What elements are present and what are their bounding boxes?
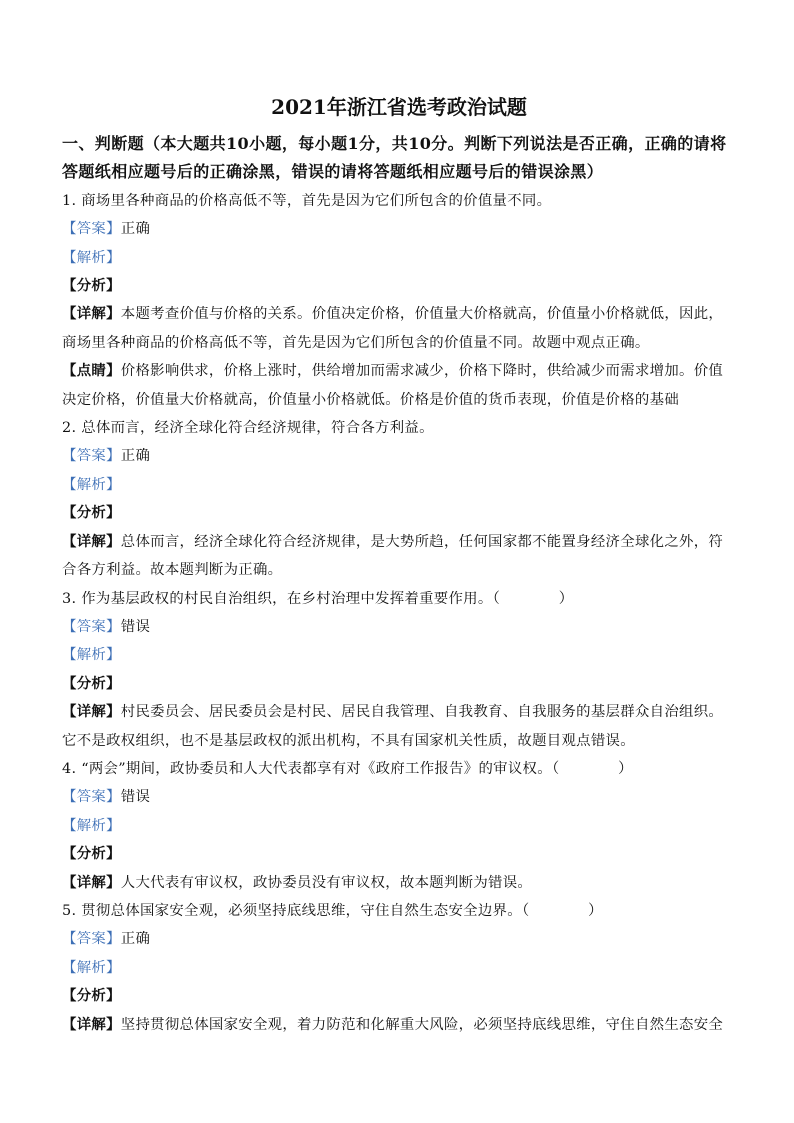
question-stem: 4. “两会”期间，政协委员和人大代表都享有对《政府工作报告》的审议权。（ ） xyxy=(62,760,633,777)
answer-label: 【答案】 xyxy=(62,931,121,948)
jiexi-line xyxy=(62,812,736,840)
fenxi-label: 【分析】 xyxy=(62,674,121,692)
detail-label: 【详解】 xyxy=(62,532,121,550)
answer-value: 错误 xyxy=(120,618,151,635)
question-item xyxy=(62,414,736,584)
tip-paragraph xyxy=(62,357,736,414)
fenxi-line xyxy=(62,670,736,698)
jiexi-label: 【解析】 xyxy=(62,647,121,664)
detail-label: 【详解】 xyxy=(62,873,121,891)
fenxi-label: 【分析】 xyxy=(62,845,121,863)
answer-line xyxy=(62,442,736,470)
detail-label: 【详解】 xyxy=(62,703,121,721)
document-page xyxy=(62,92,736,1039)
document-title: 2021年浙江省选考政治试题 xyxy=(271,95,527,119)
fenxi-label: 【分析】 xyxy=(62,987,121,1005)
detail-paragraph xyxy=(62,1011,736,1039)
answer-value: 错误 xyxy=(120,789,151,806)
tip-label: 【点睛】 xyxy=(62,362,121,380)
answer-line xyxy=(62,215,736,243)
jiexi-label: 【解析】 xyxy=(62,959,121,976)
detail-label: 【详解】 xyxy=(62,305,121,323)
detail-paragraph xyxy=(62,300,736,357)
detail-paragraph xyxy=(62,869,736,897)
answer-label: 【答案】 xyxy=(62,789,121,806)
question-stem: 1. 商场里各种商品的价格高低不等，首先是因为它们所包含的价值量不同。 xyxy=(62,192,552,209)
fenxi-line xyxy=(62,272,736,300)
question-item xyxy=(62,897,736,1039)
detail-text: 人大代表有审议权，政协委员没有审议权，故本题判断为错误。 xyxy=(120,874,533,891)
answer-line xyxy=(62,613,736,641)
question-item xyxy=(62,755,736,897)
fenxi-label: 【分析】 xyxy=(62,277,121,295)
answer-value: 正确 xyxy=(120,221,151,238)
answer-value: 正确 xyxy=(120,931,151,948)
detail-label: 【详解】 xyxy=(62,1015,121,1033)
answer-label: 【答案】 xyxy=(62,221,121,238)
tip-text: 价格影响供求，价格上涨时，供给增加而需求减少，价格下降时，供给减少而需求增加。价值决定价格，价值量大价格就高，价值量小价格就低。价格是价值的货币表现，价值是价格的基础 xyxy=(62,363,724,408)
jiexi-line xyxy=(62,641,736,669)
question-stem: 5. 贯彻总体国家安全观，必须坚持底线思维，守住自然生态安全边界。（ ） xyxy=(62,902,603,919)
question-item xyxy=(62,187,736,414)
jiexi-line xyxy=(62,244,736,272)
answer-line xyxy=(62,783,736,811)
jiexi-label: 【解析】 xyxy=(62,249,121,266)
question-item xyxy=(62,585,736,755)
detail-paragraph xyxy=(62,698,736,755)
answer-value: 正确 xyxy=(120,448,151,465)
jiexi-line xyxy=(62,954,736,982)
jiexi-label: 【解析】 xyxy=(62,476,121,493)
question-stem: 3. 作为基层政权的村民自治组织，在乡村治理中发挥着重要作用。（ ） xyxy=(62,590,574,607)
answer-label: 【答案】 xyxy=(62,448,121,465)
detail-text: 本题考查价值与价格的关系。价值决定价格，价值量大价格就高，价值量小价格就低，因此，商场里各种商品的价格高低不等，首先是因为它们所包含的价值量不同。故题中观点正确。 xyxy=(62,306,724,351)
fenxi-line xyxy=(62,499,736,527)
detail-text: 坚持贯彻总体国家安全观，着力防范和化解重大风险，必须坚持底线思维，守住自然生态安全 xyxy=(120,1016,724,1033)
question-list xyxy=(62,187,736,1039)
jiexi-line xyxy=(62,471,736,499)
question-stem: 2. 总体而言，经济全球化符合经济规律，符合各方利益。 xyxy=(62,420,434,437)
answer-label: 【答案】 xyxy=(62,618,121,635)
answer-line xyxy=(62,925,736,953)
detail-text: 总体而言，经济全球化符合经济规律，是大势所趋，任何国家都不能置身经济全球化之外，符合各方利益。故本题判断为正确。 xyxy=(62,533,724,579)
fenxi-line xyxy=(62,840,736,868)
fenxi-label: 【分析】 xyxy=(62,504,121,522)
jiexi-label: 【解析】 xyxy=(62,817,121,834)
section-heading: 一、判断题（本大题共10小题，每小题1分，共10分。判断下列说法是否正确，正确的请将答题纸相应题号后的正确涂黑，错误的请将答题纸相应题号后的错误涂黑） xyxy=(62,134,727,182)
detail-text: 村民委员会、居民委员会是村民、居民自我管理、自我教育、自我服务的基层群众自治组织。它不是政权组织，也不是基层政权的派出机构，不具有国家机关性质，故题目观点错误。 xyxy=(62,704,724,749)
fenxi-line xyxy=(62,982,736,1010)
detail-paragraph xyxy=(62,528,736,585)
